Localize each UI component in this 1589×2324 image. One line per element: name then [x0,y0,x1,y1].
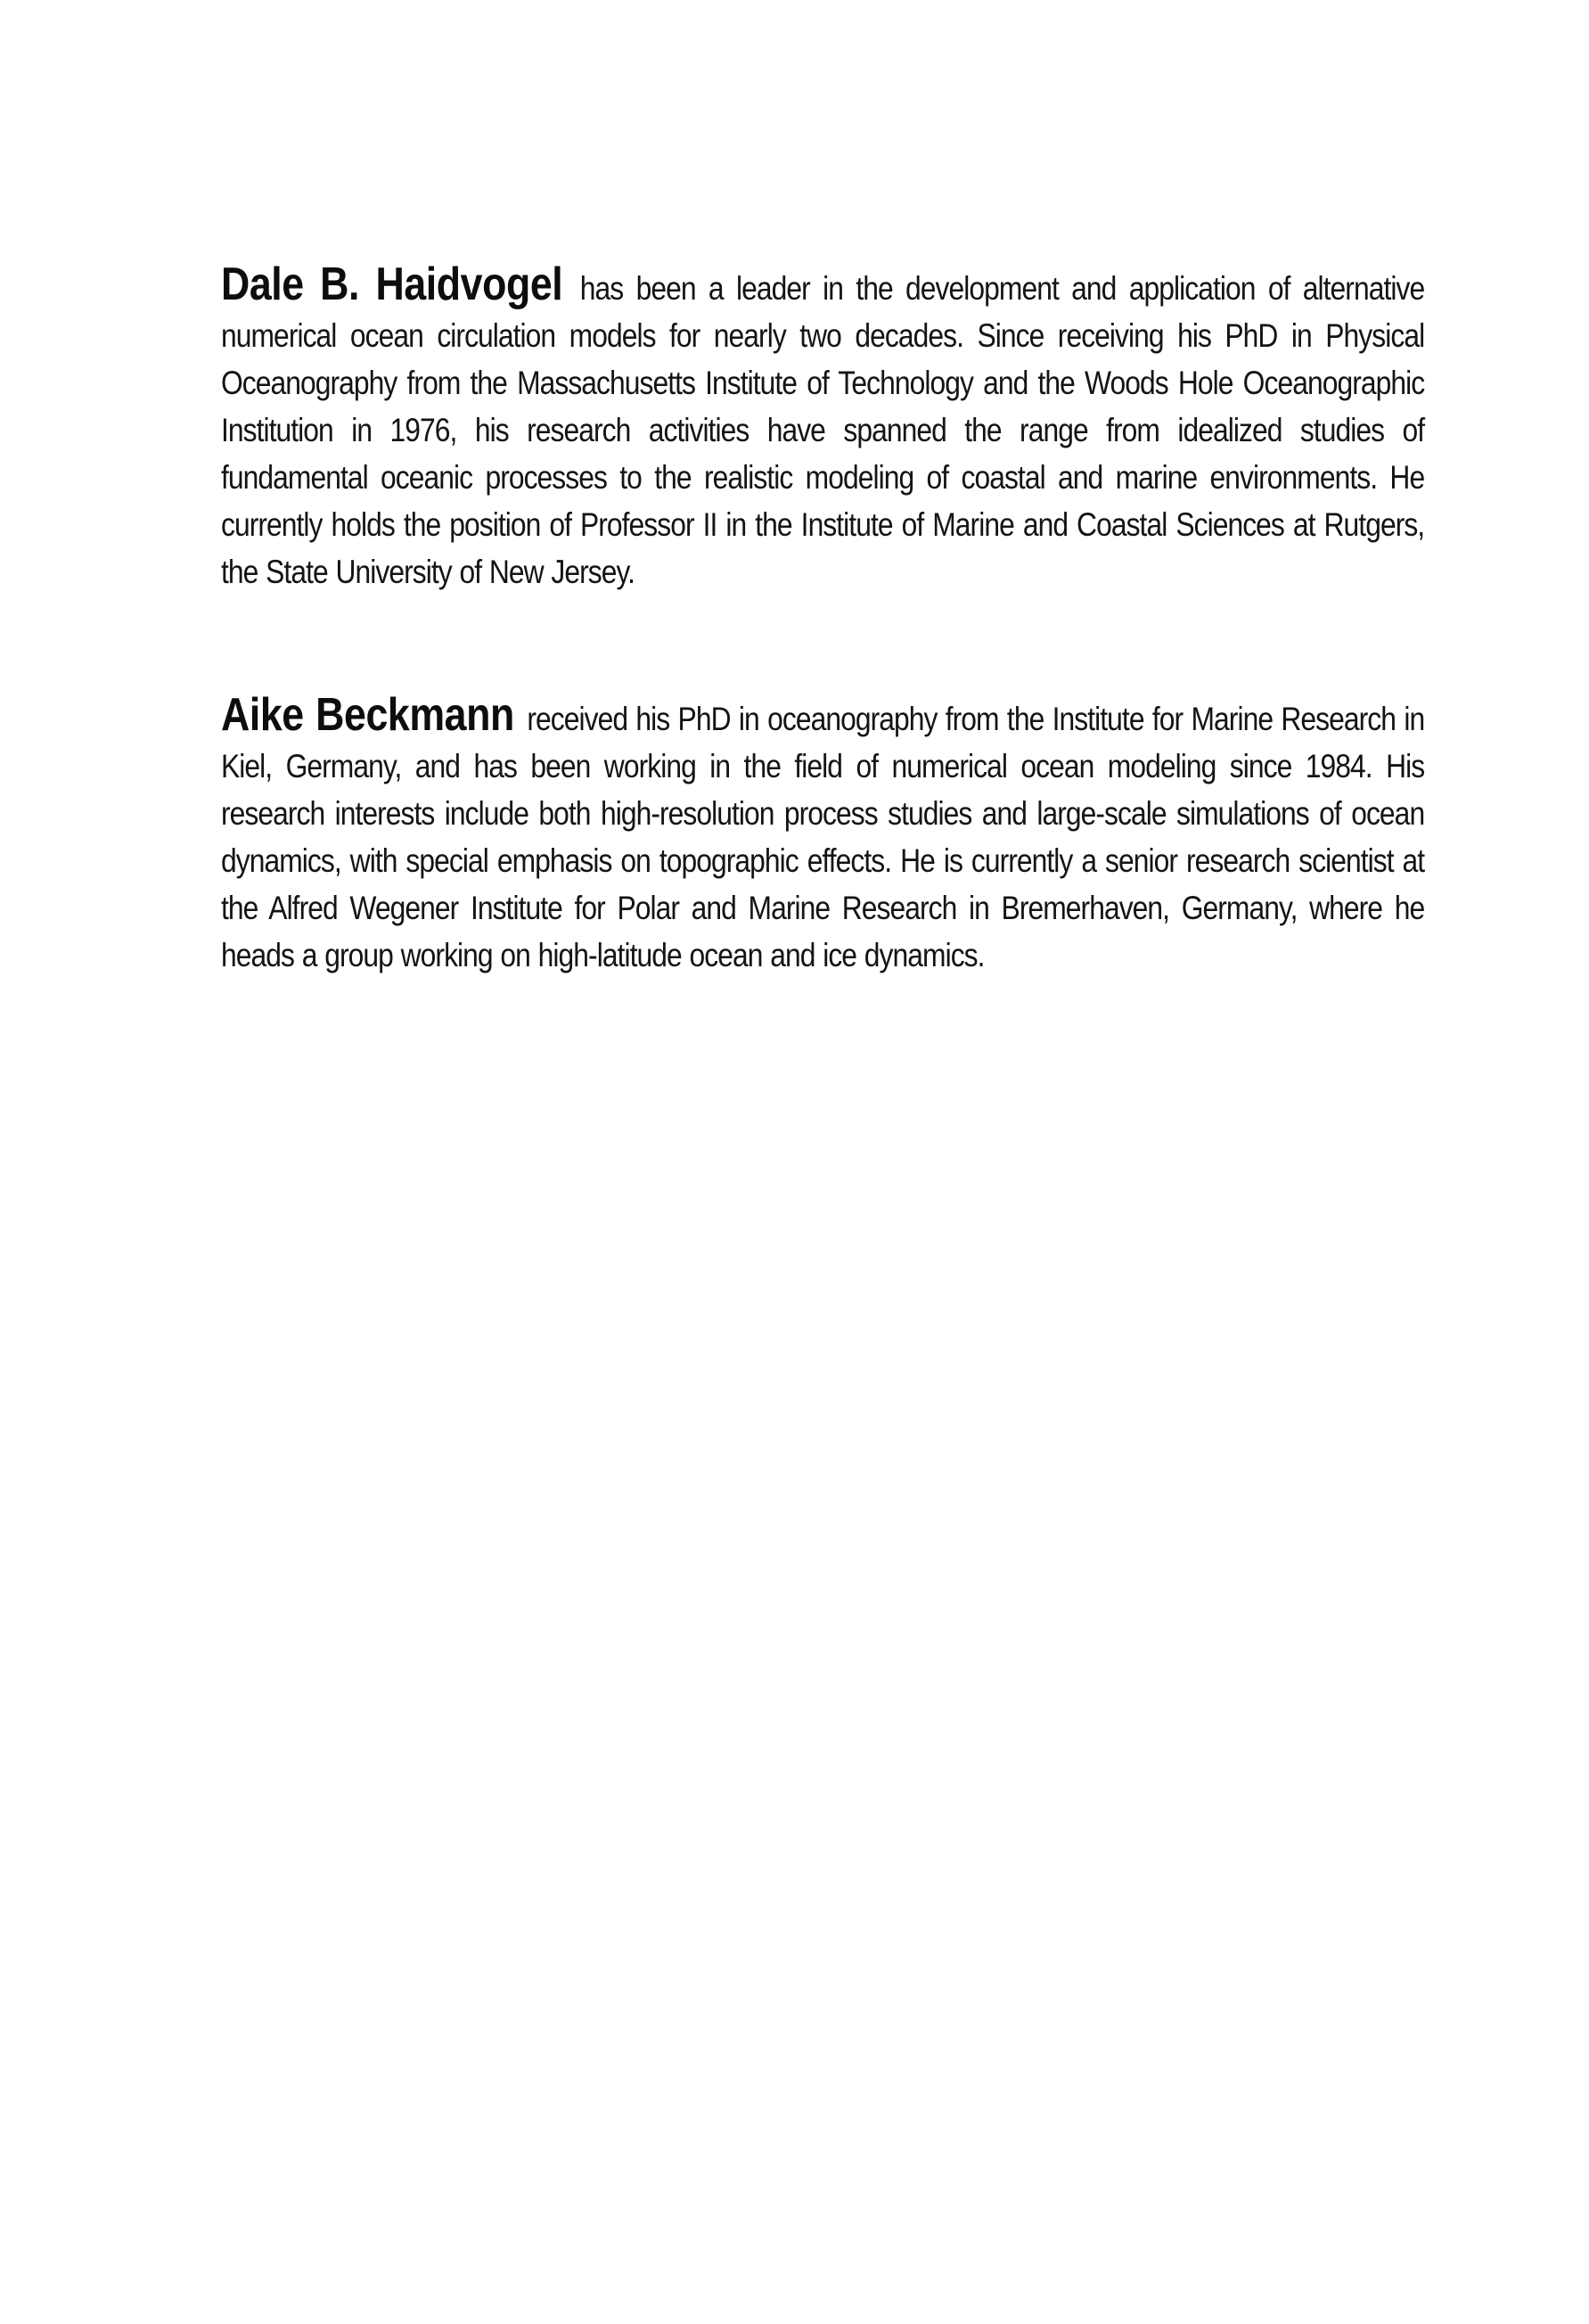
bio-paragraph-haidvogel [221,261,1424,595]
bio-paragraph-beckmann [221,689,1425,979]
author-name: Dale B. Haidvogel [221,259,563,310]
bio-text: received his PhD in oceanography from the Institute for Marine Research in Kiel, Germany, and has been working in the field of numerical ocean modeling since 1984. His research interests include both high-resolution process studies and large-scale simulations of ocean dynamics, with special emphasis on topographic effects. He is currently a senior research scientist at the Alfred Wegener Institute for Polar and Marine Research in Bremerhaven, Germany, where he heads a group working on high-latitude ocean and ice dynamics. [221,701,1425,973]
author-name: Aike Beckmann [221,689,514,741]
bio-text: has been a leader in the development and application of alternative numerical ocean circulation models for nearly two decades. Since receiving his PhD in Physical Oceanography from the Massachusetts Institute of Technology and the Woods Hole Oceanographic Institution in 1976, his research activities have spanned the range from idealized studies of fundamental oceanic processes to the realistic modeling of coastal and marine environments. He currently holds the position of Professor II in the Institute of Marine and Coastal Sciences at Rutgers, the State University of New Jersey. [221,270,1425,590]
